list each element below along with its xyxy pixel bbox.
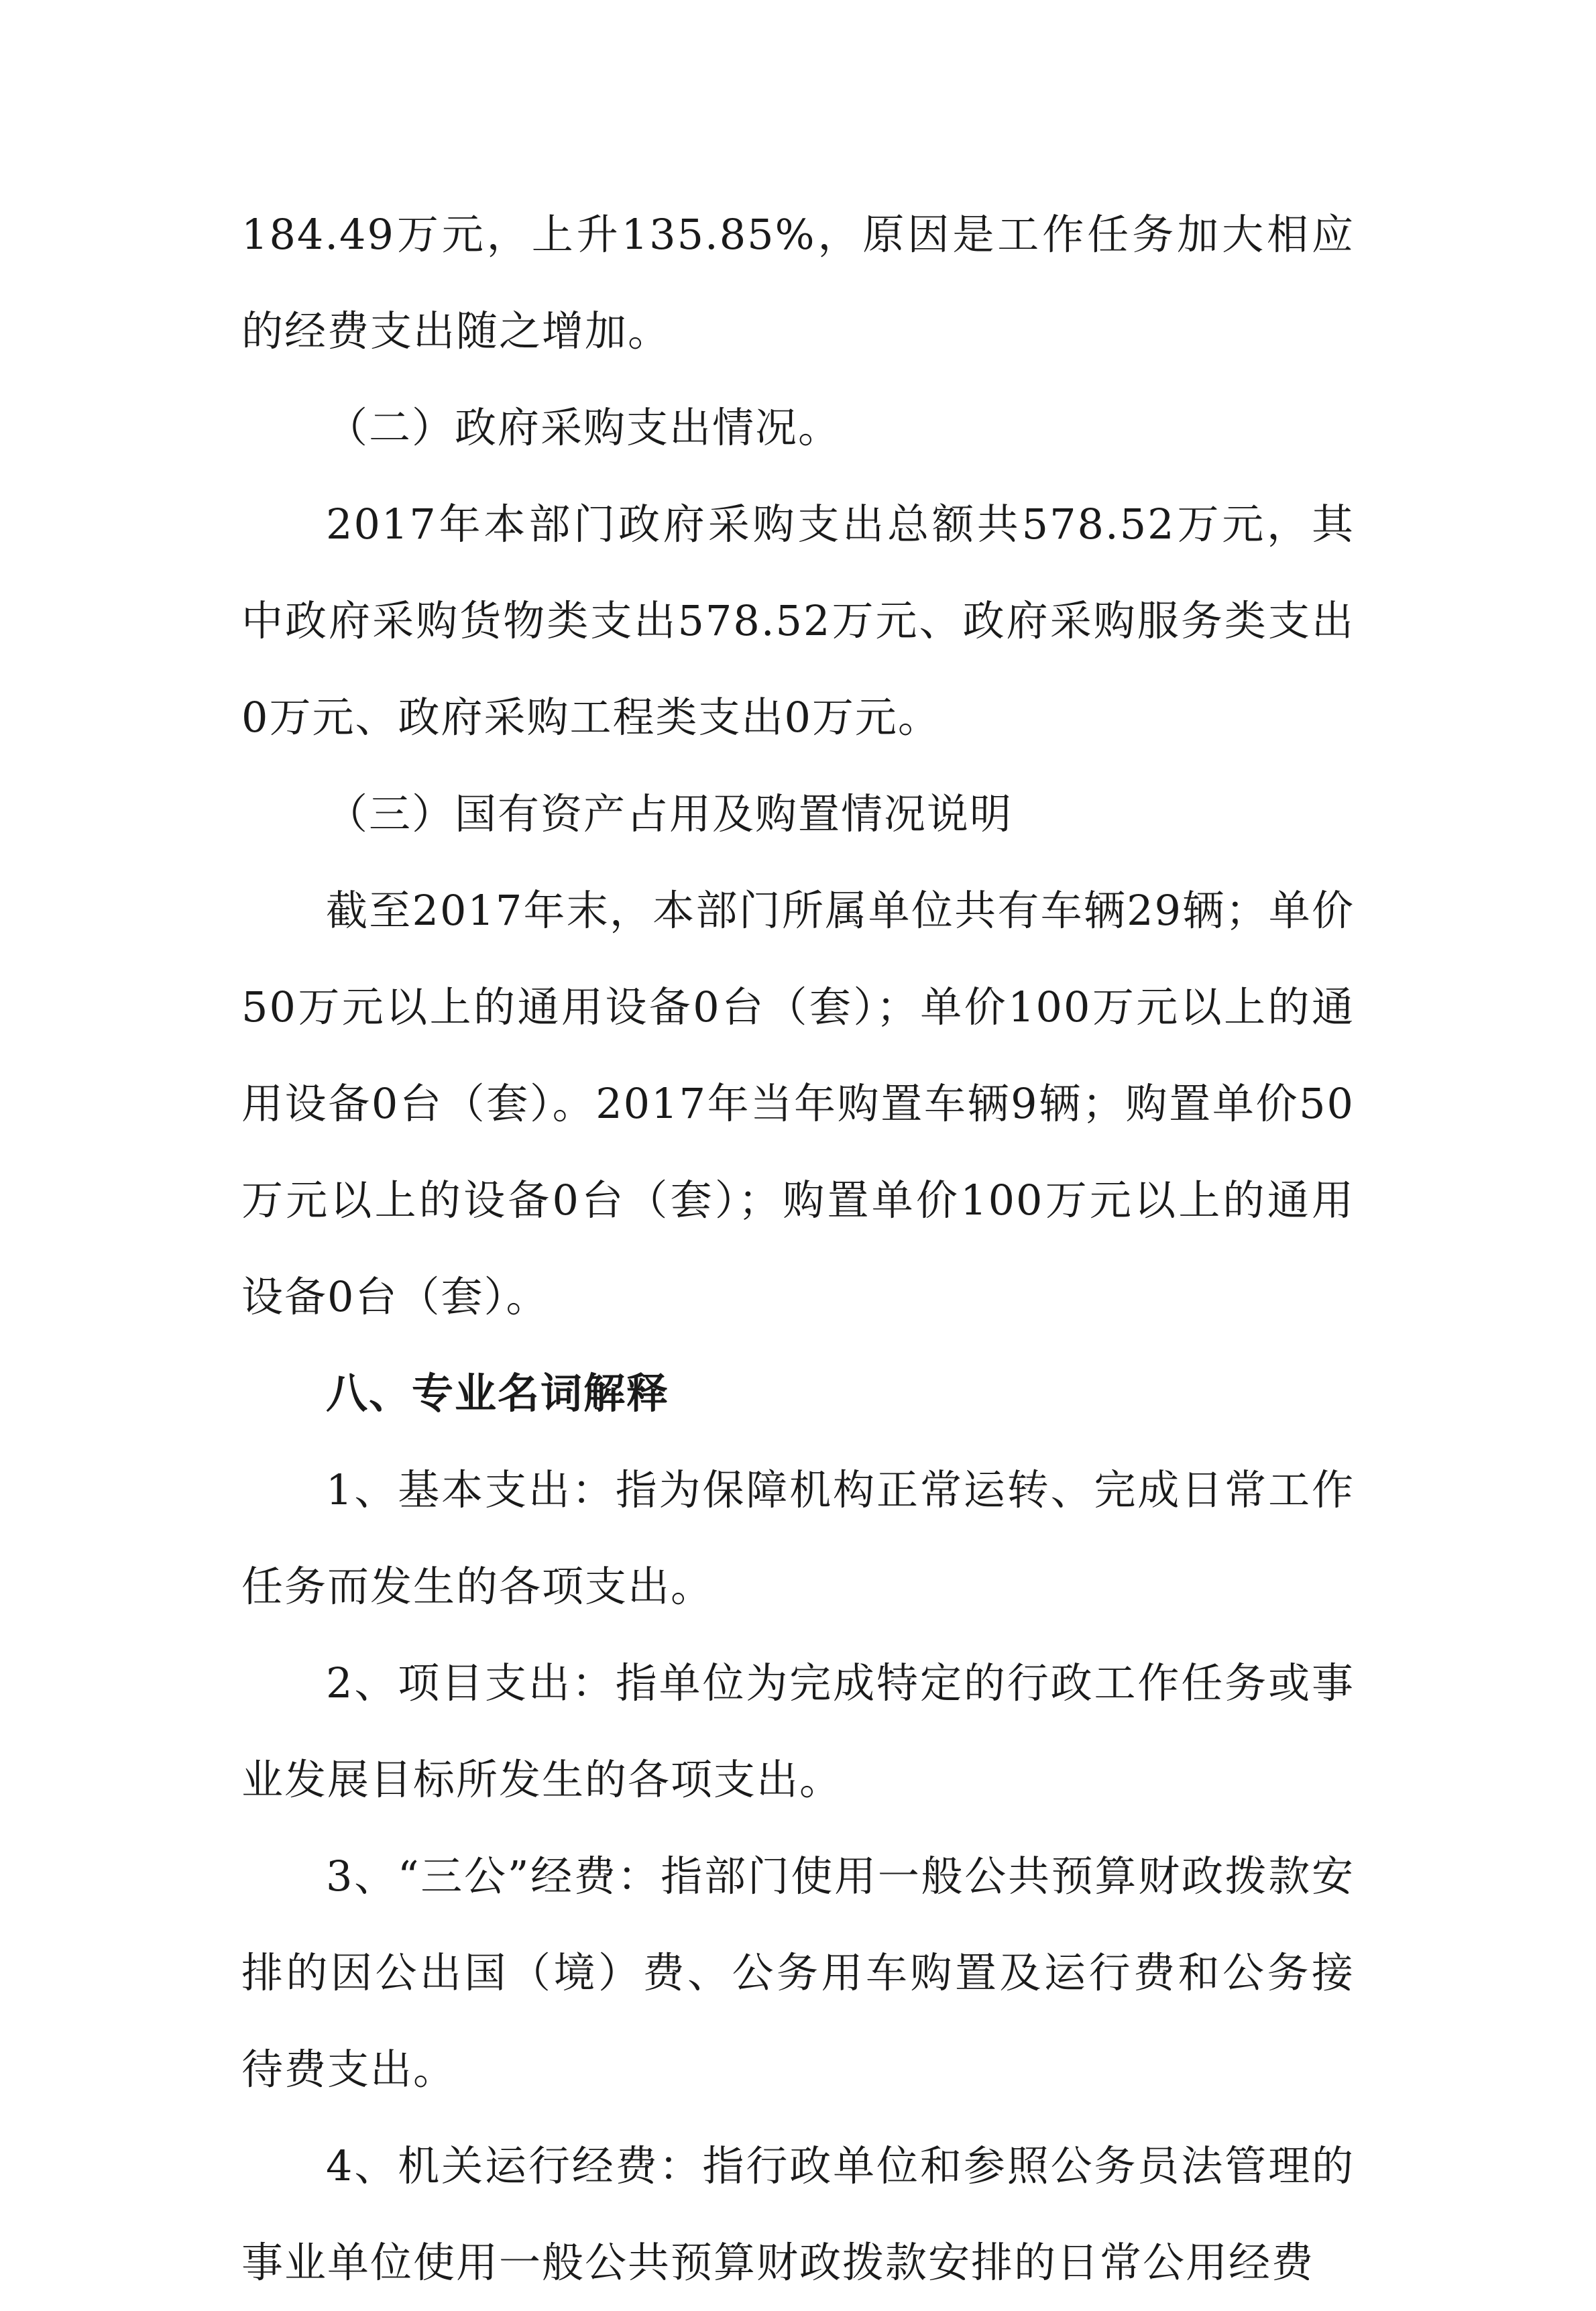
- paragraph-assets-body: 截至2017年末，本部门所属单位共有车辆29辆；单价50万元以上的通用设备0台（套）；单价100万元以上的通用设备0台（套）。2017年当年购置车辆9辆；购置单价50万元以上的设备0台（套）；购置单价100万元以上的通用设备0台（套）。: [241, 886, 1355, 1321]
- document-body: [241, 186, 1355, 2311]
- paragraph-assets-heading: （三）国有资产占用及购置情况说明: [326, 789, 1013, 838]
- section-heading-terms: 八、专业名词解释: [326, 1369, 670, 1418]
- paragraph-term-three-public-expenses: 3、“三公”经费：指部门使用一般公共预算财政拨款安排的因公出国（境）费、公务用车购置及运行费和公务接待费支出。: [241, 1852, 1355, 2094]
- paragraph-term-basic-expenditure: 1、基本支出：指为保障机构正常运转、完成日常工作任务而发生的各项支出。: [241, 1465, 1355, 1611]
- paragraph-procurement-heading: （二）政府采购支出情况。: [326, 403, 842, 452]
- paragraph-expense-increase-reason: 184.49万元，上升135.85%，原因是工作任务加大相应的经费支出随之增加。: [241, 210, 1355, 355]
- paragraph-term-project-expenditure: 2、项目支出：指单位为完成特定的行政工作任务或事业发展目标所发生的各项支出。: [241, 1658, 1355, 1804]
- paragraph-procurement-body: 2017年本部门政府采购支出总额共578.52万元，其中政府采购货物类支出578.52万元、政府采购服务类支出0万元、政府采购工程类支出0万元。: [241, 500, 1355, 742]
- paragraph-term-operating-expenses: 4、机关运行经费：指行政单位和参照公务员法管理的事业单位使用一般公共预算财政拨款安排的日常公用经费: [241, 2141, 1355, 2287]
